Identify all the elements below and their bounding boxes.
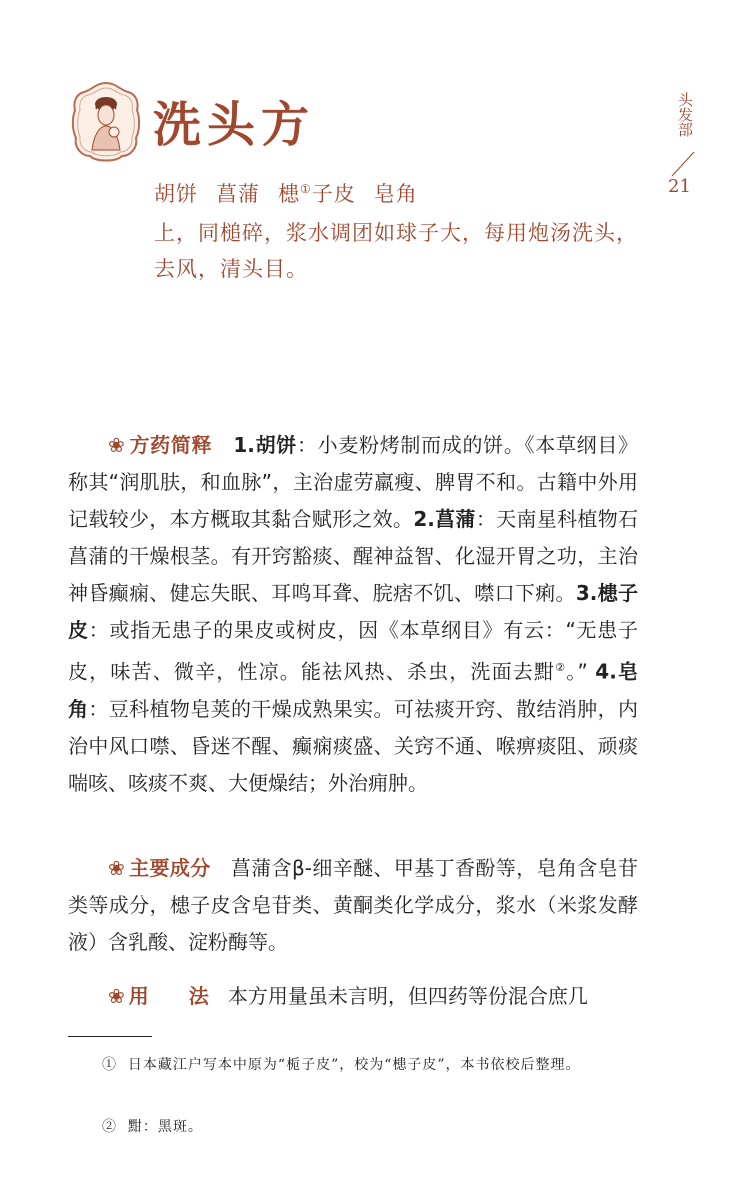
- section-heading: ❀ 方药简释: [108, 433, 213, 457]
- ingredient-list: [154, 178, 436, 208]
- section-label: 头发部: [676, 92, 694, 137]
- footnote: [68, 1114, 638, 1140]
- footnote-marker: ①: [300, 182, 312, 196]
- section-heading: ❀ 主要成分: [108, 856, 211, 880]
- term: 4.皂角: [68, 659, 638, 721]
- ingredient: 胡饼: [154, 182, 198, 206]
- footnote-divider: [68, 1036, 152, 1037]
- footnote-text: 日本藏江户写本中原为“栀子皮”，校为“槵子皮”，本书依校后整理。: [127, 1057, 581, 1073]
- ingredient: 子皮: [311, 182, 356, 206]
- ingredient: 皂角: [373, 182, 418, 206]
- recipe-instructions: 上，同槌碎，浆水调团如球子大，每用炮汤洗头，去风，清头目。: [154, 221, 638, 281]
- footnote-text: 黚：黑斑。: [127, 1119, 203, 1135]
- term: 1.胡饼: [233, 433, 297, 457]
- footnote-marker: ②: [102, 1119, 117, 1135]
- page-title: 洗头方: [153, 97, 316, 153]
- divider-slash: [670, 150, 696, 178]
- section-heading: ❀ 用 法: [108, 984, 209, 1008]
- footnote-marker: ②: [555, 661, 567, 674]
- section-explanation: ❀ 方药简释 1.胡饼：小麦粉烤制而成的饼。《本草纲目》称其“润肌肤，和血脉”，主治虚劳羸瘦、脾胃不和。古籍中外用记载较少，本方概取其黏合赋形之效。2.菖蒲：天南星科植物石菖蒲的干燥根茎。有开窍豁痰、醒神益智、化湿开胃之功，主治神昏癫痫、健忘失眠、耳鸣耳聋、脘痞不饥、噤口下痢。3.槵子皮：或指无患子的果皮或树皮，因《本草纲目》有云：“无患子皮，味苦、微辛，性凉。能祛风热、杀虫，洗面去黚②。” 4.皂角：豆科植物皂荚的干燥成熟果实。可祛痰开窍、散结消肿，内治中风口噤、昏迷不醒、癫痫痰盛、关窍不通、喉痹痰阻、顽痰喘咳、咳痰不爽、大便燥结；外治痈肿。: [68, 433, 639, 795]
- footnote: [68, 1052, 638, 1078]
- lady-portrait-emblem-icon: [70, 80, 142, 164]
- section-ingredients-composition: ❀ 主要成分 菖蒲含β-细辛醚、甲基丁香酚等，皂角含皂苷类等成分，槵子皮含皂苷类、黄酮类化学成分，浆水（米浆发酵液）含乳酸、淀粉酶等。: [68, 856, 638, 954]
- section-usage: ❀ 用 法 本方用量虽未言明，但四药等份混合庶几: [108, 984, 588, 1008]
- ingredient: 槵: [278, 182, 300, 206]
- flower-icon: ❀: [108, 856, 126, 880]
- page-number: 21: [668, 176, 691, 197]
- term: 3.槵子皮: [68, 581, 639, 642]
- ingredient: 菖蒲: [216, 182, 260, 206]
- flower-icon: ❀: [108, 984, 125, 1008]
- term: 2.菖蒲: [413, 507, 476, 531]
- footnote-marker: ①: [102, 1057, 117, 1073]
- flower-icon: ❀: [108, 433, 126, 457]
